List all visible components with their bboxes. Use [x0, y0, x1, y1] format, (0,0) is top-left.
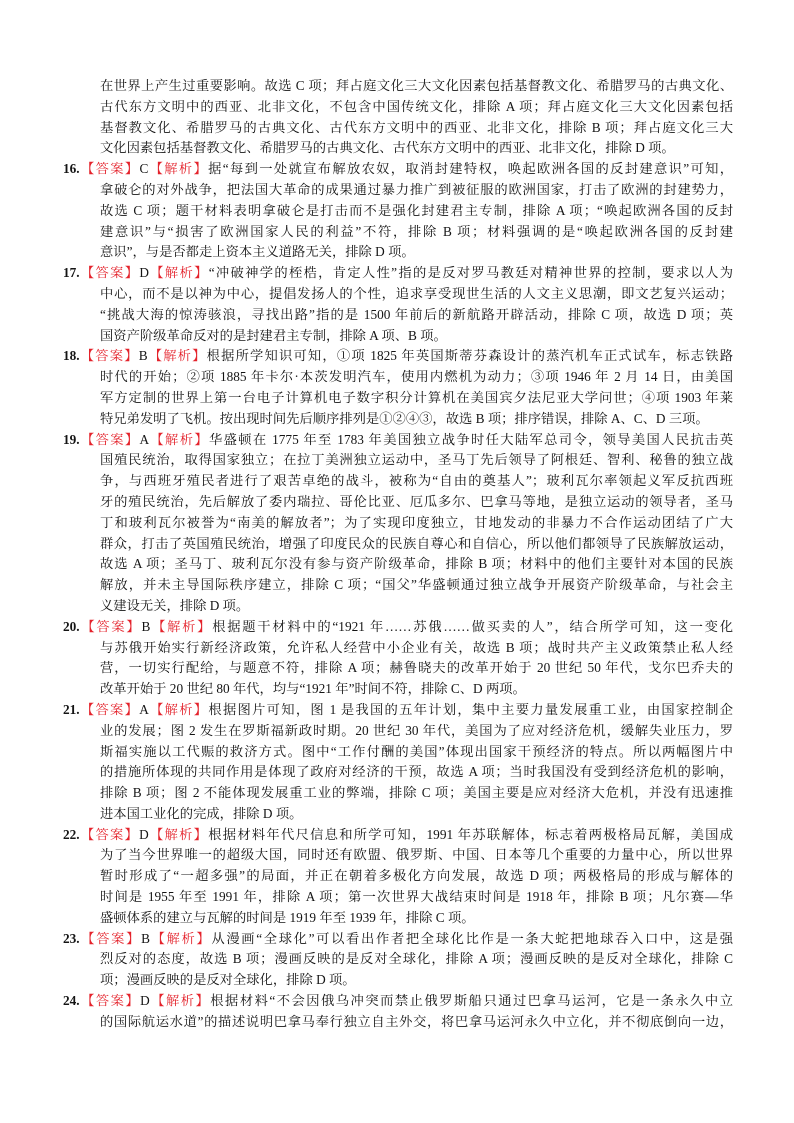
text-line: 争，与西班牙殖民者进行了艰苦卓绝的战斗，被称为“自由的奠基人”；玻利瓦尔率领起义军反抗西班 — [100, 473, 733, 489]
text-line: 古代东方文明中的西亚、北非文化，不包含中国传统文化，排除 A 项；拜占庭文化三大文化因素包括 — [100, 98, 733, 114]
text-line: 建意识”与“损害了欧洲国家人民的利益”不符，排除 B 项；材料强调的是“唤起欧洲各国的反封建 — [100, 223, 733, 239]
item-first-line — [63, 825, 733, 846]
answer-item-24 — [0, 991, 794, 1033]
answer-label: 【答案】 — [79, 618, 142, 634]
analysis-text: “冲破神学的桎梏，肯定人性”指的是反对罗马教廷对精神世界的控制，要求以人为 — [208, 265, 733, 281]
text-line: 文化因素包括基督教文化、希腊罗马的古典文化、古代东方文明中的西亚、北非文化，排除 D 项。 — [100, 140, 675, 156]
answer-items — [0, 159, 794, 1032]
analysis-label: 【解析】 — [149, 431, 209, 447]
text-line: 时间是 1955 年至 1991 年，排除 A 项；第一次世界大战结束时间是 1918 年，排除 B 项；凡尔赛—华 — [100, 889, 733, 905]
answer-choice: A — [139, 701, 149, 717]
analysis-label: 【解析】 — [148, 701, 209, 717]
analysis-label: 【解析】 — [149, 993, 211, 1009]
text-line: 拿破仑的对外战争，把法国大革命的成果通过暴力推广到被征服的欧洲国家，打击了欧洲的封建势力， — [100, 181, 733, 197]
item-first-line — [63, 263, 733, 284]
text-line: 牙的殖民统治，先后解放了委内瑞拉、哥伦比亚、厄瓜多尔、巴拿马等地，是独立运动的领导者，圣马 — [100, 493, 733, 509]
text-line: 排除 B 项；图 2 不能体现发展重工业的弊端，排除 C 项；美国主要是应对经济大危机，并没有迅速推 — [100, 785, 733, 801]
text-line: 特兄弟发明了飞机。按出现时间先后顺序排列是①②④③，故选 B 项；排序错误，排除 A、C、D 三项。 — [100, 410, 709, 426]
analysis-label: 【解析】 — [147, 348, 207, 364]
item-number: 17. — [63, 265, 80, 281]
text-line: 故选 C 项；题干材料表明拿破仑是打击而不是强化封建君主专制，排除 A 项；“唤起欧洲各国的反封 — [100, 202, 733, 218]
answer-item-20 — [0, 617, 794, 700]
answer-label: 【答案】 — [79, 826, 140, 842]
answer-label: 【答案】 — [79, 930, 142, 946]
text-line: 国殖民统治，取得国家独立；在拉丁美洲独立运动中，圣马丁先后领导了阿根廷、智利、秘鲁的独立战 — [100, 452, 733, 468]
text-line: 与苏俄开始实行新经济政策，允许私人经营中小企业有关，故选 B 项；战时共产主义政策禁止私人经 — [100, 639, 733, 655]
answer-item-22 — [0, 825, 794, 929]
text-line: 进本国工业化的完成，排除 D 项。 — [100, 805, 303, 821]
text-line: 为了当今世界唯一的超级大国，同时还有欧盟、俄罗斯、中国、日本等几个重要的力量中心，所以世界 — [100, 847, 733, 863]
text-line: 国资产阶级革命反对的是封建君主专制，排除 A 项、B 项。 — [100, 327, 447, 343]
answer-label: 【答案】 — [79, 265, 140, 281]
answer-item-17 — [0, 263, 794, 346]
item-number: 20. — [63, 618, 80, 634]
text-line: 群众，打击了英国殖民统治，增强了印度民众的民族自尊心和自信心，所以他们都领导了民族解放运动， — [100, 535, 733, 551]
analysis-text: 从漫画“全球化”可以看出作者把全球化比作是一条大蛇把地球吞入口中，这是强 — [211, 930, 733, 946]
answer-choice: B — [141, 930, 150, 946]
item-number: 19. — [63, 431, 80, 447]
item-first-line — [63, 159, 733, 180]
answer-analysis-list — [0, 76, 794, 1033]
item-first-line — [63, 700, 733, 721]
answer-item-15-continuation — [0, 76, 794, 159]
item-number: 23. — [63, 930, 80, 946]
text-line: 业的发展；图 2 发生在罗斯福新政时期。20 世纪 30 年代，美国为了应对经济危机，缓解失业压力，罗 — [100, 722, 733, 738]
answer-choice: C — [139, 161, 149, 177]
answer-label: 【答案】 — [79, 348, 139, 364]
answer-label: 【答案】 — [79, 431, 140, 447]
item-first-line — [63, 430, 733, 451]
text-line: “挑战大海的惊涛骇浪，寻找出路”指的是 1500 年前后的新航路开辟活动，排除 C 项，故选 D 项；英 — [100, 306, 733, 322]
analysis-label: 【解析】 — [148, 265, 209, 281]
item-number: 16. — [63, 161, 80, 177]
item-number: 24. — [63, 993, 80, 1009]
analysis-label: 【解析】 — [150, 618, 213, 634]
item-first-line — [63, 617, 733, 638]
text-line: 故选 A 项；圣马丁、玻利瓦尔没有参与资产阶级革命，排除 B 项；材料中的他们主要针对本国的民族 — [100, 556, 733, 572]
answer-choice: B — [141, 618, 151, 634]
text-line: 改革开始于 20 世纪 80 年代，均与“1921 年”时间不符，排除 C、D 两项。 — [100, 681, 526, 697]
text-line: 盛顿体系的建立与瓦解的时间是 1919 年至 1939 年，排除 C 项。 — [100, 909, 475, 925]
item-first-line — [63, 929, 733, 950]
analysis-label: 【解析】 — [149, 930, 212, 946]
text-line: 时代的开始；②项 1885 年卡尔·本茨发明汽车，使用内燃机为动力；③项 1946 年 2 月 14 日，由美国 — [100, 369, 733, 385]
analysis-text: 根据材料“不会因俄乌冲突而禁止俄罗斯船只通过巴拿马运河，它是一条永久中立 — [210, 993, 733, 1009]
analysis-text: 根据所学知识可知，①项 1825 年英国斯蒂芬森设计的蒸汽机车正式试车，标志铁路 — [206, 348, 733, 364]
answer-item-16 — [0, 159, 794, 263]
text-line: 在世界上产生过重要影响。故选 C 项；拜占庭文化三大文化因素包括基督教文化、希腊罗马的古典文化、 — [100, 78, 733, 93]
answer-choice: D — [139, 826, 149, 842]
answer-label: 【答案】 — [79, 993, 141, 1009]
text-line: 解放，并未主导国际秩序建立，排除 C 项；“国父”华盛顿通过独立战争开展资产阶级革命，与社会主 — [100, 577, 733, 593]
analysis-text: 华盛顿在 1775 年至 1783 年美国独立战争时任大陆军总司令，领导美国人民抗击英 — [208, 431, 733, 447]
text-line: 基督教文化、希腊罗马的古典文化、古代东方文明中的西亚、北非文化，排除 B 项；拜占庭文化三大 — [100, 119, 733, 135]
item-first-line — [63, 991, 733, 1012]
item-number: 22. — [63, 826, 80, 842]
text-line: 中心，而不是以神为中心，提倡发扬人的个性，追求享受现世生活的人文主义思潮，即文艺复兴运动； — [100, 285, 733, 301]
text-line: 丁和玻利瓦尔被誉为“南美的解放者”；为了实现印度独立，甘地发动的非暴力不合作运动团结了广大 — [100, 514, 733, 530]
answer-choice: D — [140, 993, 150, 1009]
text-line: 意识”，与是否都走上资本主义道路无关，排除 D 项。 — [100, 244, 415, 260]
text-line: 项；漫画反映的是反对全球化，排除 D 项。 — [100, 972, 356, 988]
analysis-text: 据“每到一处就宣布解放农奴，取消封建特权，唤起欧洲各国的反封建意识”可知， — [208, 161, 733, 177]
answer-label: 【答案】 — [79, 161, 140, 177]
analysis-label: 【解析】 — [148, 826, 209, 842]
answer-item-21 — [0, 700, 794, 825]
text-line: 义建设无关，排除 D 项。 — [100, 597, 250, 613]
text-line: 营，一切实行配给，与题意不符，排除 A 项；赫鲁晓夫的改革开始于 20 世纪 50 年代，戈尔巴乔夫的 — [100, 660, 733, 676]
answer-item-19 — [0, 430, 794, 617]
text-line: 的措施所体现的共同作用是体现了政府对经济的干预，故选 A 项；当时我国没有受到经济危机的影响， — [100, 764, 733, 780]
analysis-label: 【解析】 — [148, 161, 209, 177]
text-line: 的国际航运水道”的描述说明巴拿马奉行独立自主外交，将巴拿马运河永久中立化，并不彻底倒向一边， — [100, 1013, 733, 1029]
answer-choice: B — [138, 348, 148, 364]
answer-choice: A — [139, 431, 150, 447]
text-line: 军方定制的世界上第一台电子计算机电子数字积分计算机在美国宾夕法尼亚大学问世；④项 1903 年莱 — [100, 389, 733, 405]
analysis-text: 根据材料年代尺信息和所学可知，1991 年苏联解体，标志着两极格局瓦解，美国成 — [208, 826, 733, 842]
answer-label: 【答案】 — [79, 701, 140, 717]
analysis-text: 根据题干材料中的“1921 年……苏俄……做买卖的人”，结合所学可知，这一变化 — [212, 618, 733, 634]
text-line: 烈反对的态度，故选 B 项；漫画反映的是反对全球化，排除 A 项；漫画反映的是反对全球化，排除 C — [100, 951, 733, 967]
text-line: 暂时形成了“一超多强”的局面，并正在朝着多极化方向发展，故选 D 项；两极格局的形成与解体的 — [100, 868, 733, 884]
analysis-text: 根据图片可知，图 1 是我国的五年计划，集中主要力量发展重工业，由国家控制企 — [208, 701, 733, 717]
answer-item-18 — [0, 346, 794, 429]
answer-choice: D — [139, 265, 149, 281]
text-line: 斯福实施以工代赈的救济方式。图中“工作付酬的美国”体现出国家干预经济的特点。所以两幅图片中 — [100, 743, 733, 759]
item-first-line — [63, 346, 733, 367]
answer-item-23 — [0, 929, 794, 991]
item-number: 18. — [63, 348, 80, 364]
item-number: 21. — [63, 701, 80, 717]
